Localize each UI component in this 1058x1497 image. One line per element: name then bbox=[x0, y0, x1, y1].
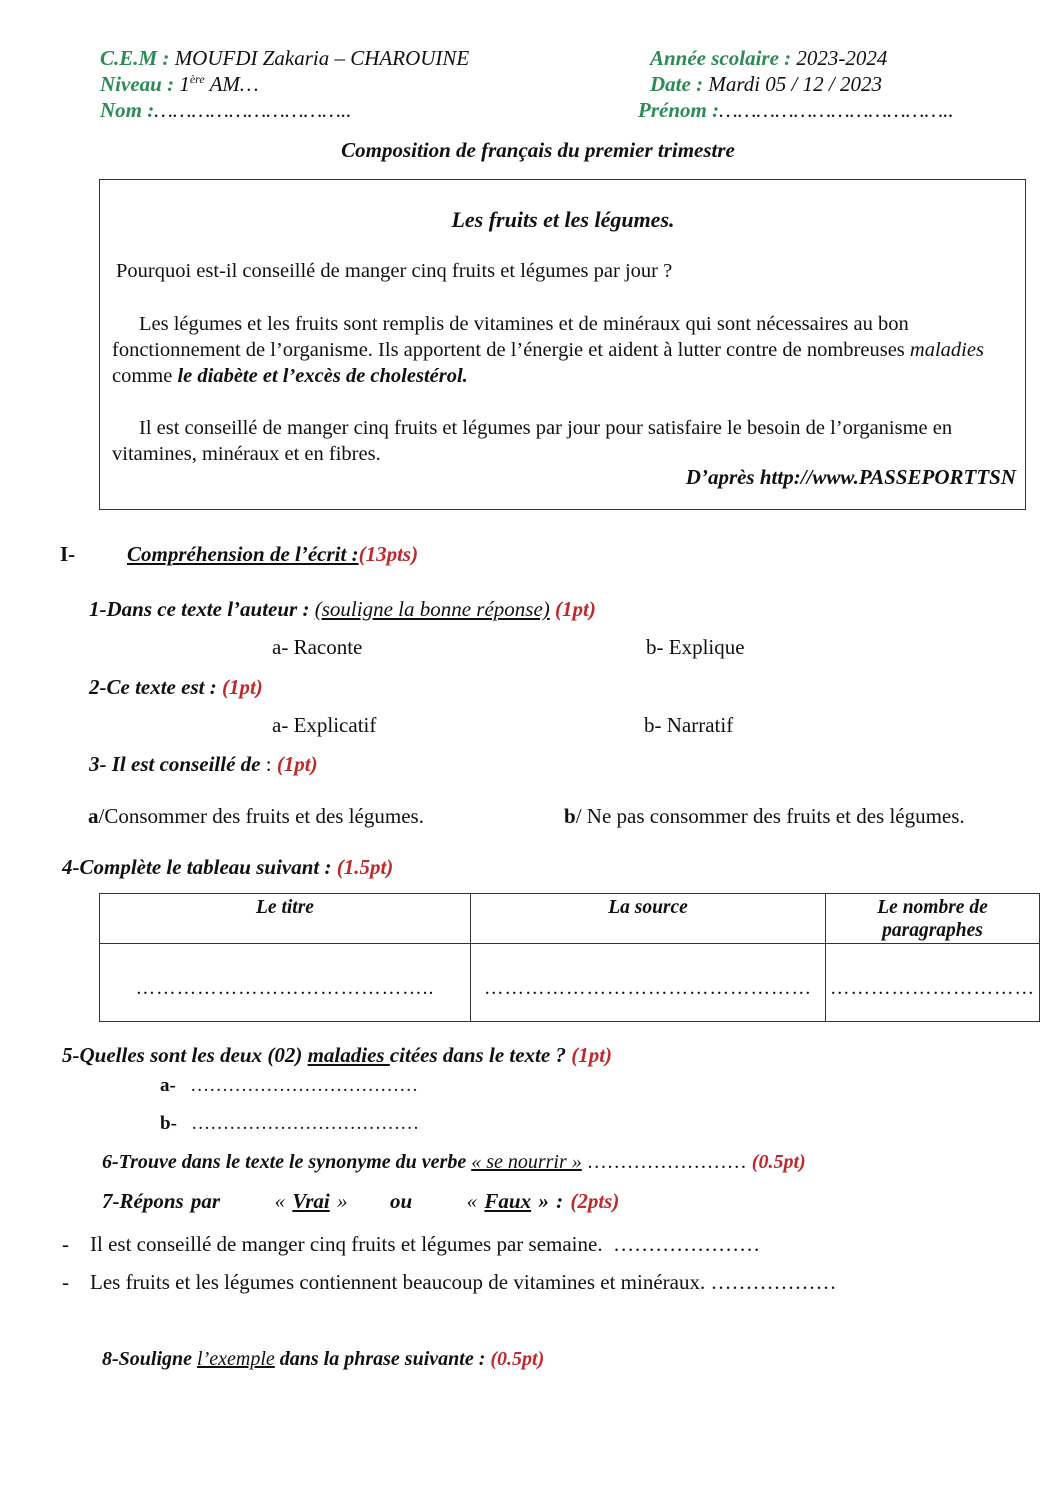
table-header-cell: Le nombre de paragraphes bbox=[826, 894, 1040, 944]
q2-option-b[interactable]: b- Narratif bbox=[644, 713, 734, 737]
q1-label: 1-Dans ce texte l’auteur : bbox=[89, 597, 310, 621]
q5-label-underlined: maladies bbox=[307, 1043, 390, 1067]
niveau-line bbox=[100, 72, 259, 97]
q7-statement-1 bbox=[62, 1232, 760, 1257]
date-label: Date : bbox=[650, 72, 704, 96]
q7-ou: ou bbox=[389, 1189, 413, 1213]
statement-answer-field[interactable]: ………………… bbox=[613, 1232, 761, 1256]
table-blank-cell[interactable]: …………………………………….. bbox=[100, 944, 471, 1022]
p1-italic: maladies bbox=[909, 339, 984, 361]
reading-paragraph-2 bbox=[112, 415, 1017, 467]
q3-b-text: / Ne pas consommer des fruits et des légumes. bbox=[575, 804, 965, 828]
table-header-cell: Le titre bbox=[100, 894, 471, 944]
q7-quote: « bbox=[466, 1189, 478, 1213]
annee-line bbox=[650, 46, 887, 71]
q4-points: (1.5pt) bbox=[336, 855, 394, 879]
statement-answer-field[interactable]: ……………… bbox=[710, 1270, 837, 1294]
reading-title: Les fruits et les légumes. bbox=[451, 207, 675, 232]
q5-a-label: a- bbox=[160, 1075, 176, 1096]
q3-label: 3- Il est conseillé de bbox=[89, 752, 261, 776]
q7-vrai: Vrai bbox=[292, 1189, 330, 1213]
question-5 bbox=[62, 1043, 612, 1068]
q3-option-b[interactable] bbox=[564, 804, 965, 829]
q5-b-label: b- bbox=[160, 1113, 177, 1134]
q3-points: (1pt) bbox=[276, 752, 318, 776]
q5-b-field[interactable]: ……………………………… bbox=[191, 1113, 420, 1134]
q1-hint: (souligne la bonne réponse) bbox=[314, 597, 550, 621]
cem-label: C.E.M : bbox=[100, 46, 170, 70]
p1-mid: comme bbox=[112, 365, 178, 387]
q6-field[interactable]: …………………… bbox=[586, 1151, 747, 1173]
q7-label: 7-Répons par bbox=[102, 1189, 221, 1213]
table-blank-cell[interactable]: ………………………………………… bbox=[471, 944, 826, 1022]
q2-label: 2-Ce texte est : bbox=[89, 675, 217, 699]
q3-colon: : bbox=[265, 752, 272, 776]
prenom-label: Prénom : bbox=[638, 98, 720, 122]
niveau-sup: ère bbox=[189, 72, 205, 86]
date-value: Mardi 05 / 12 / 2023 bbox=[708, 72, 882, 96]
p2-text: Il est conseillé de manger cinq fruits et légumes par jour pour satisfaire le besoin de l’organisme en vitamines, minéraux et en fibres. bbox=[112, 417, 953, 465]
q7-statement-2 bbox=[62, 1270, 836, 1295]
q8-label-underlined: l’exemple bbox=[197, 1348, 275, 1370]
section-number: I- bbox=[60, 542, 76, 566]
q5-label-end: citées dans le texte ? bbox=[389, 1043, 566, 1067]
q5-a-field[interactable]: ……………………………… bbox=[190, 1075, 419, 1096]
table-header-row bbox=[100, 894, 1040, 944]
q2-option-a[interactable]: a- Explicatif bbox=[272, 713, 377, 737]
question-4 bbox=[62, 855, 393, 880]
bullet-dash: - bbox=[62, 1270, 69, 1294]
nom-field[interactable]: ………………………….. bbox=[154, 98, 352, 122]
q5-answer-a bbox=[160, 1075, 418, 1097]
q8-label-end: dans la phrase suivante : bbox=[279, 1348, 486, 1370]
section-heading bbox=[127, 542, 418, 567]
cem-value: MOUFDI Zakaria – CHAROUINE bbox=[174, 46, 470, 70]
niveau-label: Niveau : bbox=[100, 72, 175, 96]
table-row bbox=[100, 944, 1040, 1022]
q7-quote: » bbox=[336, 1189, 348, 1213]
section-points: (13pts) bbox=[358, 542, 419, 566]
cem-line bbox=[100, 46, 469, 71]
question-3 bbox=[89, 752, 318, 777]
q1-option-b[interactable]: b- Explique bbox=[646, 635, 745, 659]
q3-option-a[interactable] bbox=[88, 804, 424, 829]
q4-table bbox=[99, 893, 1040, 1022]
annee-label: Année scolaire : bbox=[650, 46, 792, 70]
q3-a-letter: a bbox=[88, 804, 99, 828]
q7-quote: « bbox=[274, 1189, 286, 1213]
p1-text: Les légumes et les fruits sont remplis de vitamines et de minéraux qui sont nécessaires au bon fonctionnement de l’organisme. Ils apportent de l’énergie et aident à lutter contre de nombreuses bbox=[112, 313, 910, 361]
nom-label: Nom : bbox=[100, 98, 155, 122]
niveau-num: 1 bbox=[179, 72, 190, 96]
table-blank-cell[interactable]: ………………………… bbox=[826, 944, 1040, 1022]
niveau-rest: AM… bbox=[209, 72, 259, 96]
q6-word: « se nourrir » bbox=[471, 1151, 582, 1173]
question-1 bbox=[89, 597, 596, 622]
question-7 bbox=[102, 1189, 619, 1214]
nom-line bbox=[100, 98, 351, 123]
question-8 bbox=[102, 1348, 544, 1371]
q4-label: 4-Complète le tableau suivant : bbox=[62, 855, 332, 879]
q8-label-start: 8-Souligne bbox=[102, 1348, 193, 1370]
q5-label-start: 5-Quelles sont les deux (02) bbox=[62, 1043, 308, 1067]
question-6 bbox=[102, 1151, 806, 1174]
reading-paragraph-1 bbox=[112, 311, 1017, 389]
prenom-field[interactable]: ……………………………….. bbox=[719, 98, 954, 122]
date-line bbox=[650, 72, 882, 97]
q7-quote: » : bbox=[538, 1189, 564, 1213]
q7-points: (2pts) bbox=[570, 1189, 620, 1213]
statement-text: Il est conseillé de manger cinq fruits et légumes par semaine. bbox=[90, 1232, 603, 1256]
q2-points: (1pt) bbox=[221, 675, 263, 699]
q3-a-text: /Consommer des fruits et des légumes. bbox=[98, 804, 424, 828]
q6-label: 6-Trouve dans le texte le synonyme du verbe bbox=[102, 1151, 467, 1173]
q7-faux: Faux bbox=[484, 1189, 532, 1213]
q1-points: (1pt) bbox=[555, 597, 596, 621]
q8-points: (0.5pt) bbox=[490, 1348, 545, 1370]
section-title: Compréhension de l’écrit : bbox=[127, 542, 359, 566]
q1-option-a[interactable]: a- Raconte bbox=[272, 635, 363, 659]
bullet-dash: - bbox=[62, 1232, 69, 1256]
q5-answer-b bbox=[160, 1113, 419, 1135]
annee-value: 2023-2024 bbox=[796, 46, 888, 70]
reading-question: Pourquoi est-il conseillé de manger cinq fruits et légumes par jour ? bbox=[116, 260, 673, 282]
q5-points: (1pt) bbox=[571, 1043, 613, 1067]
prenom-line bbox=[638, 98, 954, 123]
exam-title: Composition de français du premier trimestre bbox=[341, 138, 735, 162]
statement-text: Les fruits et les légumes contiennent beaucoup de vitamines et minéraux. bbox=[90, 1270, 706, 1294]
reading-source: D’après http://www.PASSEPORTTSN bbox=[685, 465, 1016, 489]
question-2 bbox=[89, 675, 263, 700]
q3-b-letter: b bbox=[564, 804, 576, 828]
q6-points: (0.5pt) bbox=[751, 1151, 806, 1173]
p1-bold: le diabète et l’excès de cholestérol. bbox=[177, 365, 468, 387]
table-header-cell: La source bbox=[471, 894, 826, 944]
